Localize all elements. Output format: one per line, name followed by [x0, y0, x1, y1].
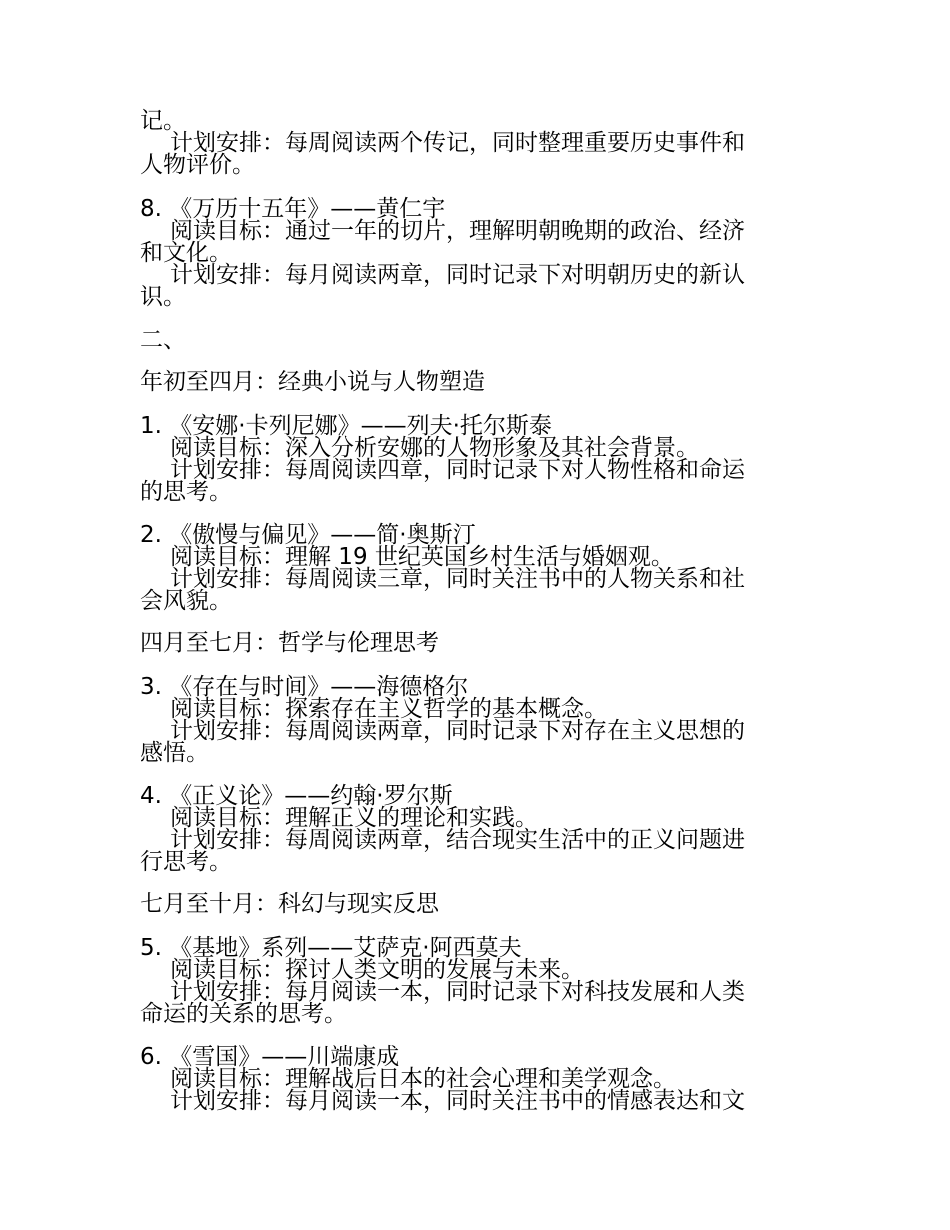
text-line: 和文化。 — [140, 240, 232, 266]
text-line: 阅读目标：探讨人类文明的发展与未来。 — [170, 957, 584, 983]
text-line: 识。 — [140, 284, 186, 310]
book-heading: 8. 《万历十五年》——黄仁宇 — [140, 196, 446, 222]
text-line: 计划安排：每周阅读四章，同时记录下对人物性格和命运 — [170, 457, 745, 483]
text-line: 计划安排：每月阅读一本，同时关注书中的情感表达和文 — [170, 1088, 745, 1114]
section-heading: 四月至七月：哲学与伦理思考 — [140, 630, 439, 656]
text-line: 行思考。 — [140, 849, 232, 875]
text-line: 感悟。 — [140, 740, 209, 766]
text-line: 记。 — [140, 108, 186, 134]
text-line: 计划安排：每周阅读两章，结合现实生活中的正义问题进 — [170, 827, 745, 853]
section-heading: 年初至四月：经典小说与人物塑造 — [140, 369, 485, 395]
text-line: 阅读目标：理解战后日本的社会心理和美学观念。 — [170, 1066, 676, 1092]
text-line: 计划安排：每周阅读三章，同时关注书中的人物关系和社 — [170, 566, 745, 592]
text-line: 的思考。 — [140, 479, 232, 505]
book-heading: 2. 《傲慢与偏见》——简·奥斯汀 — [140, 522, 476, 548]
text-line: 计划安排：每月阅读一本，同时记录下对科技发展和人类 — [170, 979, 745, 1005]
text-line: 计划安排：每周阅读两个传记，同时整理重要历史事件和 — [170, 130, 745, 156]
text-line: 阅读目标：深入分析安娜的人物形象及其社会背景。 — [170, 435, 699, 461]
section-heading: 七月至十月：科幻与现实反思 — [140, 891, 439, 917]
book-heading: 6. 《雪国》——川端康成 — [140, 1044, 400, 1070]
book-heading: 4. 《正义论》——约翰·罗尔斯 — [140, 783, 453, 809]
text-line: 阅读目标：理解 19 世纪英国乡村生活与婚姻观。 — [170, 544, 674, 570]
text-line: 人物评价。 — [140, 152, 255, 178]
text-line: 计划安排：每周阅读两章，同时记录下对存在主义思想的 — [170, 718, 745, 744]
text-line: 计划安排：每月阅读两章，同时记录下对明朝历史的新认 — [170, 262, 745, 288]
text-line: 命运的关系的思考。 — [140, 1001, 347, 1027]
book-heading: 1. 《安娜·卡列尼娜》——列夫·托尔斯泰 — [140, 413, 552, 439]
text-line: 会风貌。 — [140, 588, 232, 614]
text-line: 阅读目标：理解正义的理论和实践。 — [170, 805, 538, 831]
book-heading: 5. 《基地》系列——艾萨克·阿西莫夫 — [140, 935, 522, 961]
text-line: 阅读目标：通过一年的切片，理解明朝晚期的政治、经济 — [170, 218, 745, 244]
text-line: 阅读目标：探索存在主义哲学的基本概念。 — [170, 696, 607, 722]
section-number: 二、 — [140, 327, 186, 353]
book-heading: 3. 《存在与时间》——海德格尔 — [140, 674, 469, 700]
